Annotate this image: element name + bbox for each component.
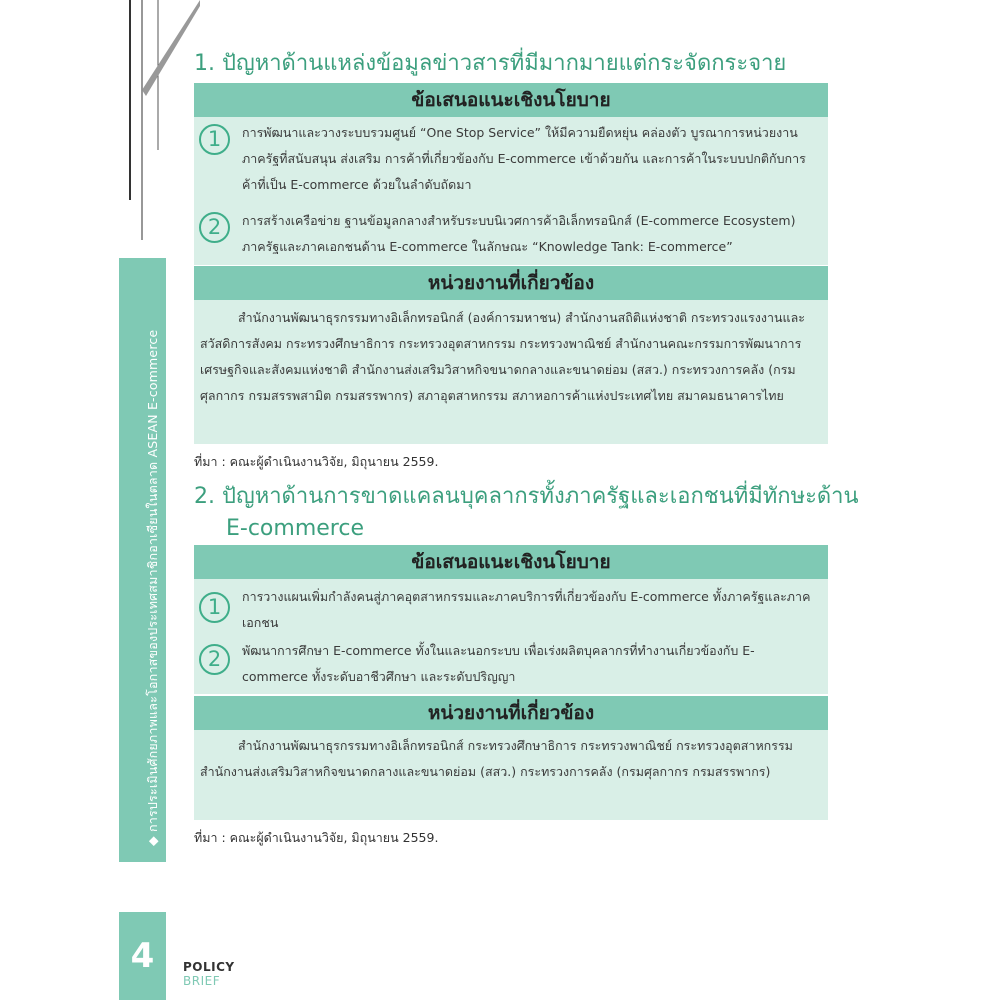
agencies-text: สำนักงานพัฒนาธุรกรรมทางอิเล็กทรอนิกส์ กระทรวงศึกษาธิการ กระทรวงพาณิชย์ กระทรวงอุตสาหกรรม สำนักงานส่งเสริมวิสาหกิจขนาดกลางและขนาดย่อม (สสว.) กระทรวงการคลัง (กรมศุลกากร กรมสรรพากร)	[200, 738, 793, 779]
number-1-icon: 1	[199, 124, 230, 155]
page-number-text: 4	[130, 936, 155, 976]
section-2-proposal-panel	[194, 579, 828, 694]
vertical-document-title: ◆ การประเมินศักยภาพและโอกาสของประเทศสมาชิกอาเซียนในตลาด ASEAN E-commerce	[145, 329, 160, 846]
section-2-agencies-panel	[194, 730, 828, 820]
section-1-proposal-panel	[194, 117, 828, 265]
number-2-icon: 2	[199, 644, 230, 675]
section-1-agencies-panel	[194, 300, 828, 444]
number-2-icon: 2	[199, 212, 230, 243]
brief-label: BRIEF	[183, 974, 221, 988]
proposal-item-text: การสร้างเครือข่าย ฐานข้อมูลกลางสำหรับระบบนิเวศการค้าอิเล็กทรอนิกส์ (E-commerce Ecosystem) ภาครัฐและภาคเอกชนด้าน E-commerce ในลักษณะ “Knowledge Tank: E-commerce”	[242, 213, 796, 254]
section-2-agencies-header	[194, 696, 828, 730]
section-1-proposal-header	[194, 83, 828, 117]
proposal-header-text: ข้อเสนอแนะเชิงนโยบาย	[411, 89, 611, 111]
proposal-item-text: พัฒนาการศึกษา E-commerce ทั้งในและนอกระบบ เพื่อเร่งผลิตบุคลากรที่ทำงานเกี่ยวข้องกับ E-commerce ทั้งระดับอาชีวศึกษา และระดับปริญญา	[242, 643, 755, 684]
section-1-source: ที่มา : คณะผู้ดำเนินงานวิจัย, มิถุนายน 2559.	[194, 454, 439, 469]
section-2-source: ที่มา : คณะผู้ดำเนินงานวิจัย, มิถุนายน 2559.	[194, 830, 439, 845]
proposal-header-text: ข้อเสนอแนะเชิงนโยบาย	[411, 551, 611, 573]
agencies-header-text: หน่วยงานที่เกี่ยวข้อง	[427, 702, 595, 724]
page-number	[119, 912, 166, 1000]
number-1-icon: 1	[199, 592, 230, 623]
proposal-item-text: การวางแผนเพิ่มกำลังคนสู่ภาคอุตสาหกรรมและภาคบริการที่เกี่ยวข้องกับ E-commerce ทั้งภาครัฐและภาคเอกชน	[242, 589, 811, 630]
policy-brief-logo	[183, 961, 235, 987]
corner-decoration	[0, 0, 200, 260]
policy-label: POLICY	[183, 960, 235, 974]
section-1-title: 1. ปัญหาด้านแหล่งข้อมูลข่าวสารที่มีมากมายแต่กระจัดกระจาย	[194, 51, 787, 76]
section-2-title-line-2: E-commerce	[226, 516, 364, 541]
section-1-agencies-header	[194, 266, 828, 300]
section-2-title	[194, 481, 859, 545]
section-2-title-line-1: 2. ปัญหาด้านการขาดแคลนบุคลากรทั้งภาครัฐและเอกชนที่มีทักษะด้าน	[194, 484, 859, 509]
proposal-item-text: การพัฒนาและวางระบบรวมศูนย์ “One Stop Service” ให้มีความยืดหยุ่น คล่องตัว บูรณาการหน่วยงานภาครัฐที่สนับสนุน ส่งเสริม การค้าที่เกี่ยวข้องกับ E-commerce เข้าด้วยกัน และการค้าในระบบปกติกับการค้าที่เป็น E-commerce ด้วยในลำดับถัดมา	[242, 125, 806, 192]
agencies-text: สำนักงานพัฒนาธุรกรรมทางอิเล็กทรอนิกส์ (องค์การมหาชน) สำนักงานสถิติแห่งชาติ กระทรวงแรงงานและสวัสดิการสังคม กระทรวงศึกษาธิการ กระทรวงอุตสาหกรรม กระทรวงพาณิชย์ สำนักงานคณะกรรมการพัฒนาการเศรษฐกิจและสังคมแห่งชาติ สำนักงานส่งเสริมวิสาหกิจขนาดกลางและขนาดย่อม (สสว.) กระทรวงการคลัง (กรมศุลกากร กรมสรรพสามิต กรมสรรพากร) สภาอุตสาหกรรม สภาหอการค้าแห่งประเทศไทย สมาคมธนาคารไทย	[200, 310, 805, 403]
agencies-header-text: หน่วยงานที่เกี่ยวข้อง	[427, 272, 595, 294]
section-2-proposal-header	[194, 545, 828, 579]
